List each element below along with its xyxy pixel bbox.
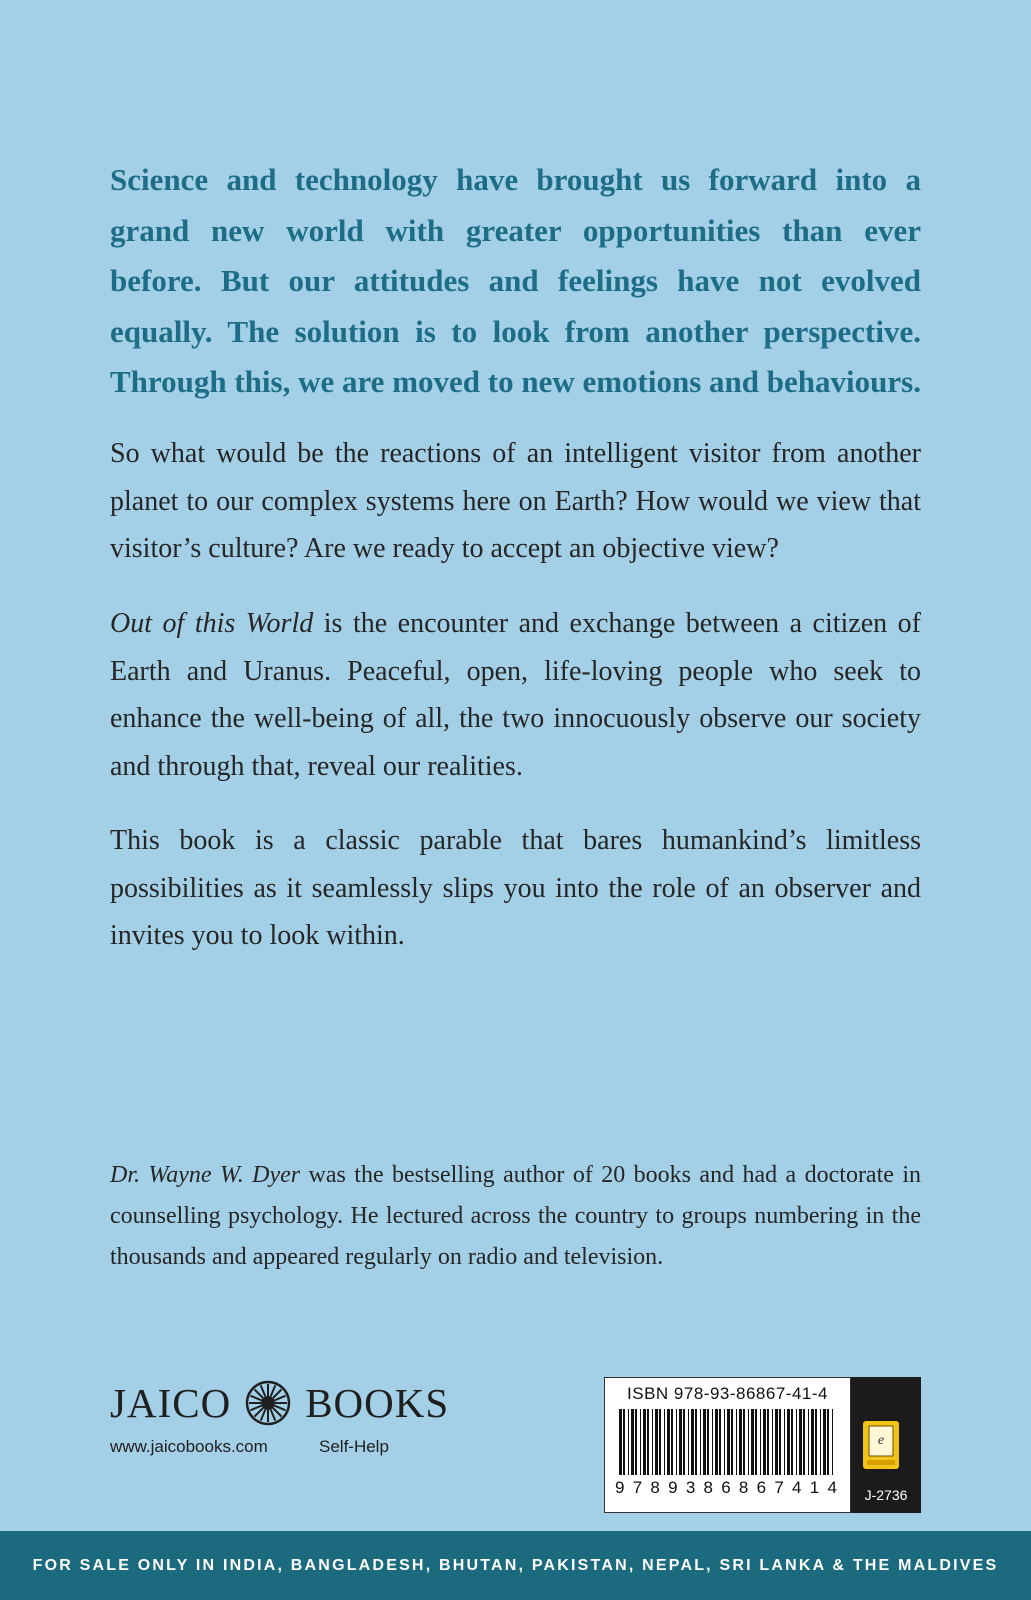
author-name: Dr. Wayne W. Dyer [110,1162,301,1188]
barcode-digit: 8 [650,1478,660,1497]
description-paragraph-2 [110,600,921,790]
publisher-logo-left: JAICO [110,1380,232,1426]
barcode-digit: 8 [703,1478,713,1497]
description-paragraph-1: So what would be the reactions of an intelligent visitor from another planet to our complex systems here on Earth? How would we view that visitor’s culture? Are we ready to accept an objective view? [110,438,921,564]
ebook-panel [851,1377,921,1513]
barcode-box [604,1377,851,1513]
publisher-logo [110,1373,449,1433]
description-paragraph-3: This book is a classic parable that bares humankind’s limitless possibilities as it seamlessly slips you into the role of an observer and invites you to look within. [110,825,921,951]
author-bio-text: was the bestselling author of 20 books and had a doctorate in counselling psychology. He lectured across the country to groups numbering in the thousands and appeared regularly on radio and television. [110,1162,921,1270]
svg-text:e: e [877,1433,885,1448]
barcode-digit: 6 [756,1478,767,1497]
barcode-bars [615,1409,841,1481]
ebook-icon [863,1421,899,1469]
barcode-digit: 7 [774,1478,784,1497]
barcode-digit: 4 [827,1478,837,1497]
barcode-digit: 4 [792,1478,802,1497]
barcode-digit: 1 [809,1478,820,1497]
isbn-label: ISBN 978-93-86867-41-4 [627,1384,828,1403]
barcode-digit: 8 [738,1478,749,1497]
ebook-code: J-2736 [864,1487,908,1503]
publisher-website: www.jaicobooks.com [110,1437,268,1456]
publisher-logo-right: BOOKS [305,1380,450,1426]
barcode-digit: 6 [721,1478,731,1497]
barcode-digit: 9 [615,1478,625,1497]
sale-territory-banner: FOR SALE ONLY IN INDIA, BANGLADESH, BHUTAN, PAKISTAN, NEPAL, SRI LANKA & THE MALDIVES [0,1531,1031,1600]
book-category: Self-Help [319,1437,389,1456]
author-bio [110,1155,921,1278]
barcode-digit: 9 [668,1478,678,1497]
book-title: Out of this World [110,608,314,639]
barcode-digit: 7 [632,1478,643,1497]
lead-paragraph: Science and technology have brought us forward into a grand new world with greater opportunities than ever before. But our attitudes and feelings have not evolved equally. The solution is to look from another perspective. Through this, we are moved to new emotions and behaviours. [110,162,921,399]
barcode-digits [615,1478,837,1498]
publisher-emblem-icon [245,1380,291,1426]
description-paragraph-2-text: is the encounter and exchange between a citizen of Earth and Uranus. Peaceful, open, life-loving people who seek to enhance the well-being of all, the two innocuously observe our society and through that, reveal our realities. [110,608,921,782]
barcode-digit: 3 [685,1478,696,1497]
